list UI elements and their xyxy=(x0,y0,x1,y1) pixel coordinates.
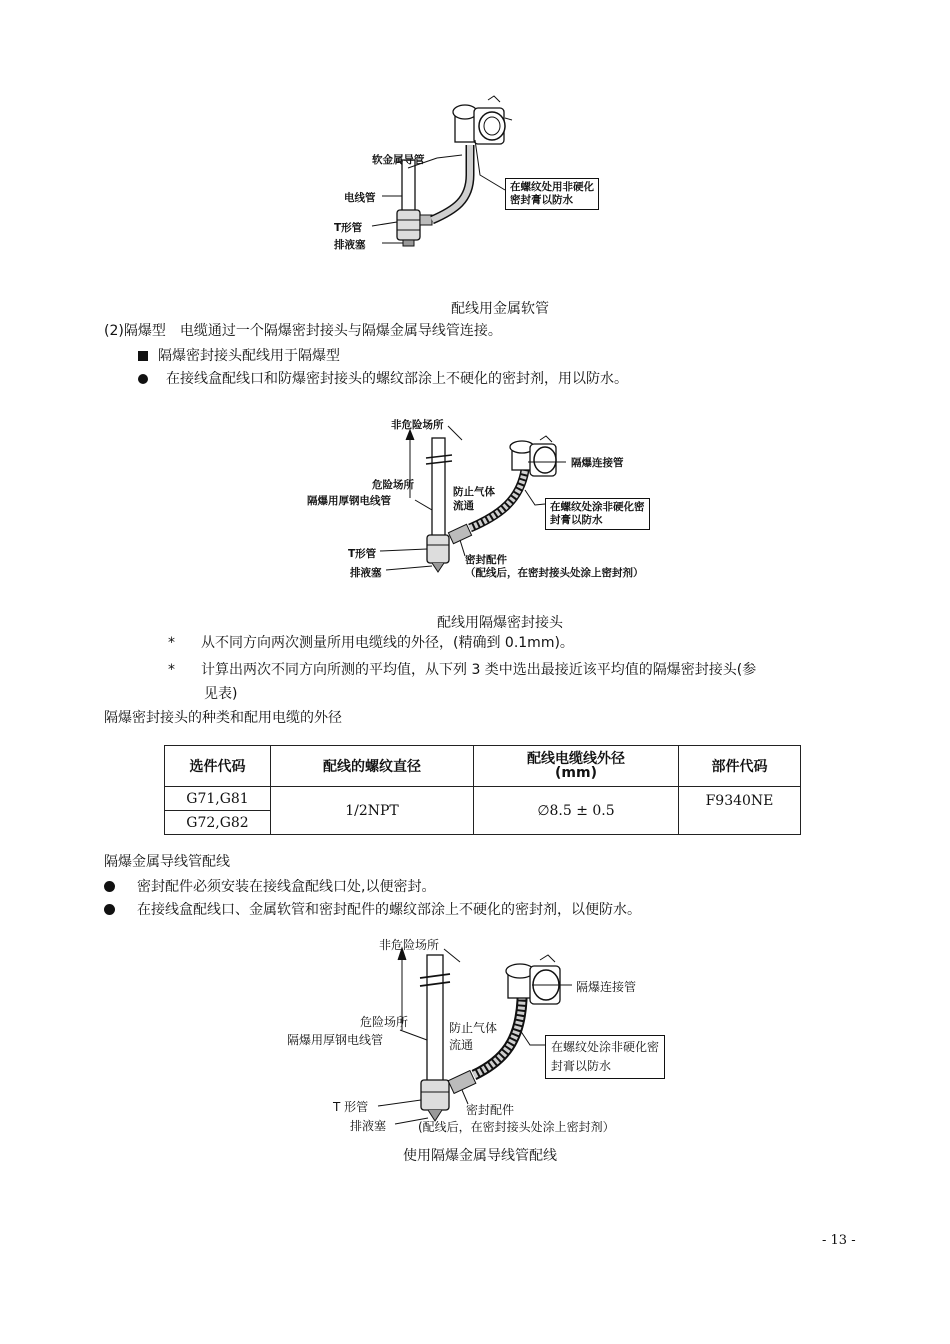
label-steel-conduit: 隔爆用厚钢电线管 xyxy=(307,495,391,507)
note-callout: 在螺纹处用非硬化 密封膏以防水 xyxy=(505,178,599,210)
label-hazardous: 危险场所 xyxy=(360,1015,409,1029)
note-item: * 从不同方向两次测量所用电缆线的外径，(精确到 0.1mm)。 xyxy=(168,635,574,651)
cell-diameter: ∅8.5 ± 0.5 xyxy=(474,787,679,835)
cell-code: G71,G81 xyxy=(165,787,271,811)
col-option-code: 选件代码 xyxy=(165,746,271,787)
figure1-caption: 配线用金属软管 xyxy=(451,301,549,317)
label-steel-conduit: 隔爆用厚钢电线管 xyxy=(287,1033,384,1047)
section2-heading: (2)隔爆型 电缆通过一个隔爆密封接头与隔爆金属导线管连接。 xyxy=(104,323,502,339)
note-item-continuation: 见表) xyxy=(204,686,238,702)
cell-code: G72,G82 xyxy=(165,811,271,835)
label-non-hazardous: 非危险场所 xyxy=(379,938,440,952)
transmitter-icon xyxy=(506,955,560,1004)
label-ex-connector: 隔爆连接管 xyxy=(571,457,624,469)
col-part-code: 部件代码 xyxy=(679,746,801,787)
label-drain-plug: 排液塞 xyxy=(334,239,366,251)
square-bullet-item: 隔爆密封接头配线用于隔爆型 xyxy=(138,347,340,365)
cell-part: F9340NE xyxy=(679,787,801,835)
label-gas-block: 防止气体 流通 xyxy=(449,1021,498,1052)
label-t-pipe: T 形管 xyxy=(333,1100,369,1114)
label-soft-conduit: 软金属导管 xyxy=(372,154,425,166)
label-wire-conduit: 电线管 xyxy=(344,192,376,204)
bullet-item: 密封配件必须安装在接线盒配线口处,以便密封。 xyxy=(104,878,435,896)
page-number: - 13 - xyxy=(822,1233,856,1248)
label-drain-plug: 排液塞 xyxy=(350,1119,387,1133)
label-seal-fitting: 密封配件 （配线后，在密封接头处涂上密封剂） xyxy=(465,554,644,579)
label-seal-fitting: 密封配件 (配线后，在密封接头处涂上密封剂） xyxy=(418,1103,615,1134)
label-ex-connector: 隔爆连接管 xyxy=(576,980,637,994)
table-title: 隔爆密封接头的种类和配用电缆的外径 xyxy=(104,710,342,726)
round-bullet-item: 在接线盒配线口和防爆密封接头的螺纹部涂上不硬化的密封剂，用以防水。 xyxy=(138,370,628,388)
figure2-caption: 配线用隔爆密封接头 xyxy=(437,615,563,631)
label-non-hazardous: 非危险场所 xyxy=(391,419,444,431)
cell-thread: 1/2NPT xyxy=(271,787,474,835)
section3-heading: 隔爆金属导线管配线 xyxy=(104,854,230,870)
label-t-pipe: T形管 xyxy=(334,222,363,234)
note-callout: 在螺纹处涂非硬化密 封膏以防水 xyxy=(545,1035,665,1079)
label-hazardous: 危险场所 xyxy=(372,479,414,491)
label-gas-block: 防止气体 流通 xyxy=(453,486,495,512)
label-t-pipe: T形管 xyxy=(348,548,377,560)
col-cable-od: 配线电缆线外径 (mm) xyxy=(474,746,679,787)
label-drain-plug: 排液塞 xyxy=(350,567,382,579)
col-thread-diameter: 配线的螺纹直径 xyxy=(271,746,474,787)
note-item: * 计算出两次不同方向所测的平均值，从下列 3 类中选出最接近该平均值的隔爆密封接头(参 xyxy=(168,662,757,678)
bullet-item: 在接线盒配线口、金属软管和密封配件的螺纹部涂上不硬化的密封剂，以便防水。 xyxy=(104,901,641,919)
note-callout: 在螺纹处涂非硬化密 封膏以防水 xyxy=(545,498,650,530)
figure3-caption: 使用隔爆金属导线管配线 xyxy=(403,1148,557,1164)
